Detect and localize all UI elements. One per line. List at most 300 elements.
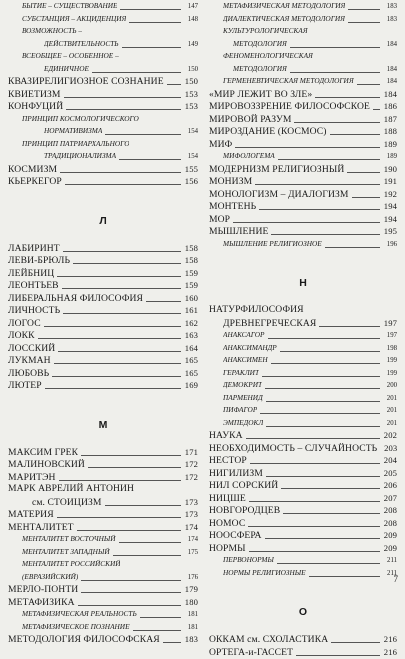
entry-page-number: 153	[184, 88, 198, 101]
entry-page-number: 184	[383, 64, 397, 77]
section-letter: Л	[8, 210, 198, 232]
toc-entry	[209, 88, 397, 101]
entry-title: ТРАДИЦИОНАЛИЗМА	[44, 150, 116, 163]
entry-title: МЕТОДОЛОГИЯ	[233, 38, 287, 51]
toc-entry	[209, 188, 397, 201]
entry-page-number: 207	[383, 492, 397, 505]
dot-leader	[129, 16, 181, 23]
entry-page-number: 188	[383, 125, 397, 138]
toc-subentry	[8, 25, 198, 38]
dot-leader	[255, 178, 380, 185]
entry-title: ЛИЧНОСТЬ	[8, 305, 60, 318]
entry-title: МОНТЕНЬ	[209, 201, 256, 214]
entry-title: МОНИЗМ	[209, 176, 252, 189]
toc-entry	[8, 242, 198, 255]
entry-page-number: 201	[383, 418, 397, 431]
entry-page-number: 196	[383, 239, 397, 252]
dot-leader	[64, 91, 181, 98]
entry-page-number: 206	[383, 479, 397, 492]
dot-leader	[250, 457, 380, 464]
entry-page-number: 194	[383, 200, 397, 213]
entry-title: ВОЗМОЖНОСТЬ –	[22, 25, 82, 38]
entry-title: ЛЕОНТЬЕВ	[8, 280, 59, 293]
toc-entry	[8, 75, 198, 88]
entry-title: НЕСТОР	[209, 455, 247, 468]
toc-entry	[8, 317, 198, 330]
entry-title: ЛЕЙБНИЦ	[8, 268, 54, 281]
entry-title: НИЦШЕ	[209, 493, 246, 506]
dot-leader	[233, 216, 380, 223]
entry-title: МАКСИМ ГРЕК	[8, 447, 78, 460]
entry-title: МЫШЛЕНИЕ РЕЛИГИОЗНОЕ	[223, 238, 322, 251]
entry-title: КВИЕТИЗМ	[8, 89, 61, 102]
toc-entry	[209, 529, 397, 542]
dot-leader	[278, 153, 380, 160]
entry-title: МАЛИНОВСКИЙ	[8, 459, 85, 472]
toc-entry	[209, 504, 397, 517]
entry-page-number: 172	[184, 458, 198, 471]
entry-title: ЛЕВИ-БРЮЛЬ	[8, 255, 70, 268]
dot-leader	[81, 449, 181, 456]
dot-leader	[44, 320, 181, 327]
toc-subentry	[209, 150, 397, 163]
section-gap	[209, 623, 397, 633]
entry-title: МАТЕРИЯ	[8, 509, 54, 522]
entry-title: ПАРМЕНИД	[223, 392, 263, 405]
dot-leader	[290, 41, 380, 48]
entry-page-number: 175	[184, 547, 198, 560]
entry-title: ФЕНОМЕНОЛОГИЧЕСКАЯ	[223, 50, 313, 63]
entry-page-number: 211	[383, 555, 397, 568]
entry-page-number: 186	[383, 100, 397, 113]
entry-title: ПРИНЦИП КОСМОЛОГИЧЕСКОГО	[22, 113, 139, 126]
dot-leader	[265, 382, 380, 389]
dot-leader	[65, 178, 181, 185]
section-letter: Н	[209, 272, 397, 294]
entry-title: «МИР ЛЕЖИТ ВО ЗЛЕ»	[209, 89, 312, 102]
dot-leader	[57, 511, 181, 518]
section-letter: О	[209, 601, 397, 623]
toc-entry	[8, 342, 198, 355]
entry-title: НООСФЕРА	[209, 530, 262, 543]
toc-entry	[8, 483, 198, 496]
section-letter: М	[8, 414, 198, 436]
entry-page-number: 197	[383, 317, 397, 330]
entry-title: КОНФУЦИЙ	[8, 101, 63, 114]
dot-leader	[52, 370, 181, 377]
dot-leader	[235, 141, 380, 148]
toc-entry	[209, 429, 397, 442]
dot-leader	[58, 345, 181, 352]
entry-page-number: 171	[184, 446, 198, 459]
dot-leader	[348, 3, 380, 10]
toc-entry	[209, 225, 397, 238]
dot-leader	[268, 332, 380, 339]
toc-subentry	[8, 113, 198, 126]
entry-title: МАРК АВРЕЛИЙ АНТОНИН	[8, 483, 134, 496]
entry-page-number: 159	[184, 279, 198, 292]
entry-page-number: 216	[383, 646, 397, 659]
entry-title: ДРЕВНЕГРЕЧЕСКАЯ	[223, 318, 316, 331]
toc-entry	[8, 367, 198, 380]
toc-entry	[209, 479, 397, 492]
toc-entry	[8, 354, 198, 367]
dot-leader	[146, 295, 181, 302]
entry-title: ДЕМОКРИТ	[223, 379, 262, 392]
dot-leader	[63, 307, 181, 314]
dot-leader	[167, 78, 181, 85]
dot-leader	[92, 66, 181, 73]
entry-page-number: 194	[383, 213, 397, 226]
entry-page-number: 164	[184, 342, 198, 355]
dot-leader	[315, 91, 380, 98]
dot-leader	[331, 636, 380, 643]
entry-title: ГЕРМЕНЕВТИЧЕСКАЯ МЕТОДОЛОГИЯ	[223, 75, 354, 88]
dot-leader	[266, 420, 380, 427]
entry-title: (ЕВРАЗИЙСКИЙ)	[22, 571, 78, 584]
dot-leader	[290, 66, 380, 73]
entry-title: МЕТОДОЛОГИЯ	[233, 63, 287, 76]
toc-subentry	[8, 621, 198, 634]
dot-leader	[45, 382, 181, 389]
entry-title: БЫТИЕ – СУЩЕСТВОВАНИЕ	[22, 0, 117, 13]
dot-leader	[248, 520, 380, 527]
dot-leader	[259, 203, 380, 210]
entry-title: НИГИЛИЗМ	[209, 468, 263, 481]
dot-leader	[133, 624, 181, 631]
toc-left-column	[8, 0, 198, 646]
toc-subentry	[209, 342, 397, 355]
dot-leader	[73, 257, 181, 264]
entry-title: МИРОВОЗЗРЕНИЕ ФИЛОСОФСКОЕ	[209, 101, 370, 114]
entry-title: ДИАЛЕКТИЧЕСКАЯ МЕТОДОЛОГИЯ	[223, 13, 345, 26]
entry-page-number: 203	[383, 442, 397, 455]
entry-title: МИФОЛОГЕМА	[223, 150, 275, 163]
entry-title: АНАКСАГОР	[223, 329, 265, 342]
toc-entry	[209, 442, 397, 455]
entry-page-number: 195	[383, 225, 397, 238]
entry-page-number: 147	[184, 1, 198, 14]
entry-title: ЛОКК	[8, 330, 35, 343]
entry-page-number: 173	[184, 508, 198, 521]
dot-leader	[260, 407, 380, 414]
entry-page-number: 208	[383, 504, 397, 517]
toc-subentry	[209, 554, 397, 567]
entry-page-number: 174	[184, 521, 198, 534]
dot-leader	[352, 191, 380, 198]
toc-entry	[8, 163, 198, 176]
toc-entry	[209, 542, 397, 555]
entry-page-number: 200	[383, 380, 397, 393]
entry-page-number: 189	[383, 138, 397, 151]
entry-title: МЕНТАЛИТЕТ ВОСТОЧНЫЙ	[22, 533, 116, 546]
dot-leader	[105, 499, 181, 506]
entry-page-number: 165	[184, 354, 198, 367]
dot-leader	[119, 153, 181, 160]
toc-entry	[8, 446, 198, 459]
entry-title: ЛЮТЕР	[8, 380, 42, 393]
entry-page-number: 180	[184, 596, 198, 609]
toc-subentry	[209, 25, 397, 38]
entry-title: НОРМАТИВИЗМА	[44, 125, 102, 138]
toc-entry	[8, 100, 198, 113]
entry-title: МОДЕРНИЗМ РЕЛИГИОЗНЫЙ	[209, 164, 344, 177]
entry-title: МЕТАФИЗИЧЕСКОЕ ПОЗНАНИЕ	[22, 621, 130, 634]
entry-page-number: 158	[184, 254, 198, 267]
entry-title: АНАКСИМАНДР	[223, 342, 277, 355]
entry-title: КУЛЬТУРОЛОГИЧЕСКАЯ	[223, 25, 308, 38]
toc-right-column	[209, 0, 397, 658]
dot-leader	[296, 649, 380, 656]
entry-title: КОСМИЗМ	[8, 164, 57, 177]
entry-page-number: 198	[383, 343, 397, 356]
toc-subentry	[209, 392, 397, 405]
entry-title: НАУКА	[209, 430, 243, 443]
dot-leader	[266, 470, 380, 477]
dot-leader	[262, 370, 380, 377]
entry-title: НОРМЫ РЕЛИГИОЗНЫЕ	[223, 567, 306, 580]
entry-title: МЫШЛЕНИЕ	[209, 226, 268, 239]
entry-page-number: 149	[184, 39, 198, 52]
entry-page-number: 209	[383, 542, 397, 555]
entry-title: НОМОС	[209, 518, 245, 531]
toc-subentry	[209, 379, 397, 392]
toc-subentry	[8, 558, 198, 571]
dot-leader	[357, 78, 380, 85]
entry-page-number: 187	[383, 113, 397, 126]
dot-leader	[62, 282, 181, 289]
dot-leader	[66, 103, 181, 110]
toc-subentry	[8, 138, 198, 151]
dot-leader	[265, 532, 380, 539]
entry-page-number: 204	[383, 454, 397, 467]
entry-page-number: 205	[383, 467, 397, 480]
entry-page-number: 181	[184, 609, 198, 622]
entry-page-number: 173	[184, 496, 198, 509]
toc-subentry	[8, 13, 198, 26]
entry-page-number: 197	[383, 330, 397, 343]
entry-title: НОВГОРОДЦЕВ	[209, 505, 280, 518]
toc-subentry	[209, 404, 397, 417]
dot-leader	[119, 536, 181, 543]
dot-leader	[347, 166, 380, 173]
dot-leader	[105, 128, 181, 135]
toc-entry	[8, 496, 198, 509]
dot-leader	[78, 599, 181, 606]
toc-subentry	[209, 13, 397, 26]
toc-entry	[209, 113, 397, 126]
entry-page-number: 181	[184, 622, 198, 635]
entry-title: ЛИБЕРАЛЬНАЯ ФИЛОСОФИЯ	[8, 293, 143, 306]
dot-leader	[373, 103, 380, 110]
toc-entry	[209, 175, 397, 188]
entry-title: ПИФАГОР	[223, 404, 257, 417]
entry-page-number: 150	[184, 75, 198, 88]
toc-subentry	[209, 238, 397, 251]
entry-title: МОР	[209, 214, 230, 227]
toc-entry	[8, 458, 198, 471]
entry-title: ОРТЕГА-и-ГАССЕТ	[209, 647, 293, 659]
toc-subentry	[209, 0, 397, 13]
toc-entry	[209, 646, 397, 659]
entry-page-number: 150	[184, 64, 198, 77]
toc-subentry	[8, 546, 198, 559]
dot-leader	[280, 345, 380, 352]
entry-title: НЕОБХОДИМОСТЬ – СЛУЧАЙНОСТЬ	[209, 443, 377, 456]
dot-leader	[294, 116, 380, 123]
toc-entry	[209, 213, 397, 226]
entry-title: МЕНТАЛИТЕТ ЗАПАДНЫЙ	[22, 546, 110, 559]
toc-subentry	[8, 571, 198, 584]
section-gap	[8, 188, 198, 210]
toc-entry	[209, 200, 397, 213]
toc-subentry	[209, 38, 397, 51]
entry-title: ЭМПЕДОКЛ	[223, 417, 263, 430]
toc-subentry	[209, 417, 397, 430]
entry-page-number: 169	[184, 379, 198, 392]
entry-title: СУБСТАНЦИЯ – АКЦИДЕНЦИЯ	[22, 13, 126, 26]
entry-page-number: 162	[184, 317, 198, 330]
entry-page-number: 154	[184, 126, 198, 139]
dot-leader	[266, 395, 380, 402]
entry-page-number: 208	[383, 517, 397, 530]
entry-page-number: 191	[383, 175, 397, 188]
toc-entry	[8, 596, 198, 609]
entry-title: МОНОЛОГИЗМ – ДИАЛОГИЗМ	[209, 189, 349, 202]
toc-entry	[209, 304, 397, 317]
entry-title: МЕТОДОЛОГИЯ ФИЛОСОФСКАЯ	[8, 634, 160, 647]
toc-entry	[8, 633, 198, 646]
entry-title: НОРМЫ	[209, 543, 246, 556]
toc-entry	[8, 292, 198, 305]
dot-leader	[77, 524, 181, 531]
entry-page-number: 201	[383, 405, 397, 418]
entry-title: ЕДИНИЧНОЕ	[44, 63, 89, 76]
entry-page-number: 172	[184, 471, 198, 484]
toc-entry	[209, 163, 397, 176]
toc-entry	[8, 279, 198, 292]
section-gap	[8, 232, 198, 242]
entry-title: ЛОССКИЙ	[8, 343, 55, 356]
toc-subentry	[209, 75, 397, 88]
entry-page-number: 155	[184, 163, 198, 176]
toc-subentry	[8, 608, 198, 621]
entry-title: ГЕРАКЛИТ	[223, 367, 259, 380]
entry-title: ЛАБИРИНТ	[8, 243, 60, 256]
toc-entry	[8, 329, 198, 342]
entry-page-number: 183	[383, 1, 397, 14]
dot-leader	[38, 332, 181, 339]
toc-subentry	[209, 63, 397, 76]
toc-entry	[209, 633, 397, 646]
entry-page-number: 199	[383, 355, 397, 368]
toc-entry	[8, 267, 198, 280]
entry-title: МИРОВОЙ РАЗУМ	[209, 114, 291, 127]
toc-entry	[8, 508, 198, 521]
toc-entry	[209, 317, 397, 330]
toc-entry	[8, 88, 198, 101]
dot-leader	[325, 241, 380, 248]
entry-title: ПРИНЦИП ПАТРИАРХАЛЬНОГО	[22, 138, 129, 151]
toc-entry	[209, 467, 397, 480]
entry-page-number: 190	[383, 163, 397, 176]
entry-title: АНАКСИМЕН	[223, 354, 268, 367]
toc-entry	[209, 492, 397, 505]
entry-page-number: 199	[383, 368, 397, 381]
dot-leader	[309, 570, 380, 577]
entry-page-number: 154	[184, 151, 198, 164]
entry-title: МЕРЛО-ПОНТИ	[8, 584, 78, 597]
entry-page-number: 163	[184, 329, 198, 342]
entry-title: ПЕРВОНОРМЫ	[223, 554, 274, 567]
entry-page-number: 156	[184, 175, 198, 188]
toc-subentry	[209, 367, 397, 380]
entry-page-number: 184	[383, 76, 397, 89]
toc-entry	[8, 583, 198, 596]
entry-page-number: 159	[184, 267, 198, 280]
toc-entry	[209, 125, 397, 138]
entry-title: МЕНТАЛИТЕТ РОССИЙСКИЙ	[22, 558, 120, 571]
dot-leader	[271, 357, 380, 364]
toc-entry	[209, 454, 397, 467]
entry-title: ВСЕОБЩЕЕ – ОСОБЕННОЕ –	[22, 50, 119, 63]
toc-subentry	[209, 50, 397, 63]
entry-page-number: 183	[383, 14, 397, 27]
entry-page-number: 161	[184, 304, 198, 317]
entry-page-number: 176	[184, 572, 198, 585]
entry-title: КЬЕРКЕГОР	[8, 176, 62, 189]
section-gap	[209, 579, 397, 601]
entry-page-number: 201	[383, 393, 397, 406]
dot-leader	[54, 357, 181, 364]
toc-entry	[209, 517, 397, 530]
entry-page-number: 148	[184, 14, 198, 27]
entry-title: ЛОГОС	[8, 318, 41, 331]
toc-subentry	[209, 354, 397, 367]
dot-leader	[319, 320, 380, 327]
dot-leader	[81, 574, 181, 581]
dot-leader	[59, 474, 181, 481]
dot-leader	[113, 549, 181, 556]
entry-page-number: 192	[383, 188, 397, 201]
entry-page-number: 209	[383, 529, 397, 542]
entry-title: МЕТАФИЗИКА	[8, 597, 75, 610]
entry-title: ЛЮБОВЬ	[8, 368, 49, 381]
dot-leader	[163, 636, 181, 643]
toc-subentry	[8, 125, 198, 138]
toc-entry	[8, 521, 198, 534]
entry-title: см. СТОИЦИЗМ	[32, 497, 102, 510]
entry-title: ЛУКМАН	[8, 355, 51, 368]
section-gap	[8, 392, 198, 414]
entry-title: НИЛ СОРСКИЙ	[209, 480, 278, 493]
entry-title: МЕНТАЛИТЕТ	[8, 522, 74, 535]
entry-page-number: 165	[184, 367, 198, 380]
toc-entry	[8, 254, 198, 267]
dot-leader	[88, 461, 181, 468]
toc-entry	[209, 100, 397, 113]
section-gap	[8, 436, 198, 446]
entry-title: ОККАМ см. СХОЛАСТИКА	[209, 634, 328, 647]
dot-leader	[120, 3, 181, 10]
entry-title: МИФ	[209, 139, 232, 152]
dot-leader	[60, 166, 181, 173]
entry-title: МЕТАФИЗИЧЕСКАЯ РЕАЛЬНОСТЬ	[22, 608, 137, 621]
dot-leader	[330, 128, 380, 135]
entry-page-number: 153	[184, 100, 198, 113]
entry-page-number: 189	[383, 151, 397, 164]
entry-page-number: 184	[383, 39, 397, 52]
